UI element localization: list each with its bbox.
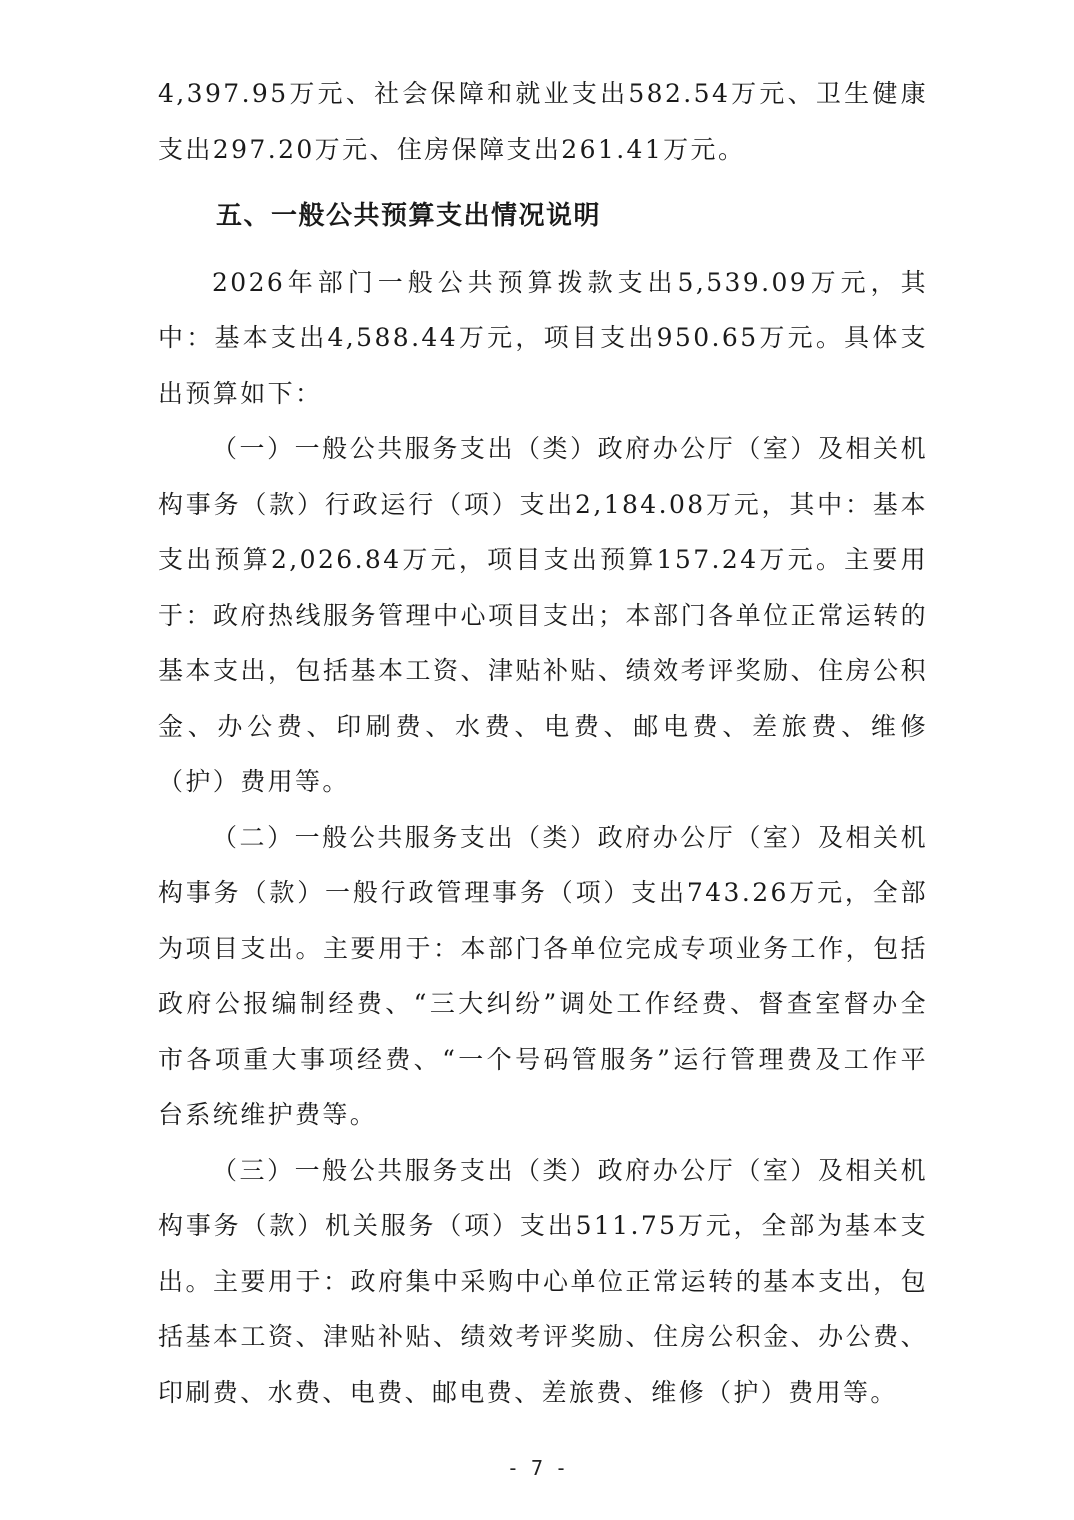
item-2-paragraph: （二）一般公共服务支出（类）政府办公厅（室）及相关机构事务（款）一般行政管理事务（项）支出743.26万元，全部为项目支出。主要用于：本部门各单位完成专项业务工作，包括政府公报编制经费、“三大纠纷”调处工作经费、督查室督办全市各项重大事项经费、“一个号码管服务”运行管理费及工作平台系统维护费等。 [158, 822, 928, 1129]
section-heading: 五、一般公共预算支出情况说明 [216, 201, 602, 231]
continued-paragraph: 4,397.95万元、社会保障和就业支出582.54万元、卫生健康支出297.20万元、住房保障支出261.41万元。 [158, 79, 928, 164]
item-1-paragraph: （一）一般公共服务支出（类）政府办公厅（室）及相关机构事务（款）行政运行（项）支出2,184.08万元，其中：基本支出预算2,026.84万元，项目支出预算157.24万元。主要用于：政府热线服务管理中心项目支出；本部门各单位正常运转的基本支出，包括基本工资、津贴补贴、绩效考评奖励、住房公积金、办公费、印刷费、水费、电费、邮电费、差旅费、维修（护）费用等。 [158, 434, 928, 796]
item-3-paragraph: （三）一般公共服务支出（类）政府办公厅（室）及相关机构事务（款）机关服务（项）支出511.75万元，全部为基本支出。主要用于：政府集中采购中心单位正常运转的基本支出，包括基本工资、津贴补贴、绩效考评奖励、住房公积金、办公费、印刷费、水费、电费、邮电费、差旅费、维修（护）费用等。 [158, 1155, 928, 1407]
summary-paragraph: 2026年部门一般公共预算拨款支出5,539.09万元，其中：基本支出4,588.44万元，项目支出950.65万元。具体支出预算如下： [158, 267, 928, 408]
page-number: - 7 - [506, 1456, 568, 1480]
document-body [158, 66, 928, 1420]
